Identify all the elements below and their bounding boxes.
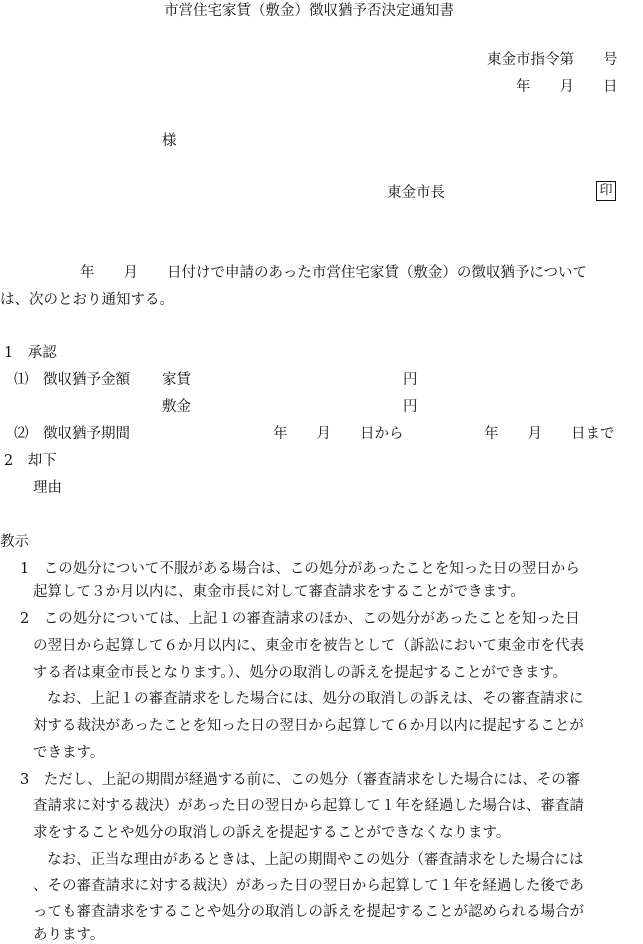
intro-line-2: は、次のとおり通知する。 — [0, 292, 174, 308]
deposit-yen: 円 — [403, 399, 418, 415]
notice-line: 査請求に対する裁決）があった日の翌日から起算して１年を経過した場合は、審査請 — [33, 798, 584, 814]
notice-line: 1 この処分について不服がある場合は、この処分があったことを知った日の翌日から — [20, 561, 580, 577]
notice-line: なお、正当な理由があるときは、上記の期間やこの処分（審査請求をした場合には — [47, 852, 584, 868]
notice-line: あります。 — [33, 927, 105, 943]
rejection-reason-label: 理由 — [33, 480, 62, 496]
document-number: 東金市指令第 号 — [487, 52, 618, 68]
rent-yen: 円 — [403, 372, 418, 388]
notice-line: できます。 — [33, 745, 105, 761]
notice-line: 3 ただし、上記の期間が経過する前に、この処分（審査請求をした場合には、その審 — [20, 772, 581, 788]
deposit-label: 敷金 — [162, 399, 191, 415]
notice-line: の翌日から起算して６か月以内に、東金市を被告として（訴訟において東金市を代表 — [33, 638, 584, 654]
intro-line-1: 年 月 日付けで申請のあった市営住宅家賃（敷金）の徴収猶予について — [80, 265, 588, 281]
recipient-suffix: 様 — [162, 133, 177, 149]
period-from: 年 月 日から — [273, 426, 404, 442]
deferral-amount-label: ⑴ 徴収猶予金額 — [14, 372, 130, 388]
deferral-period-label: ⑵ 徴収猶予期間 — [14, 426, 130, 442]
notice-line: 求をすることや処分の取消しの訴えを提起することができなくなります。 — [33, 825, 511, 841]
notice-line: 対する裁決があったことを知った日の翌日から起算して６か月以内に提起することが — [33, 718, 584, 734]
notice-line: 、その審査請求に対する裁決）があった日の翌日から起算して１年を経過した後であ — [33, 878, 584, 894]
section-rejection-heading: 2 却下 — [4, 453, 57, 469]
section-approval-heading: 1 承認 — [4, 345, 57, 361]
issuer-name: 東金市長 — [387, 185, 445, 201]
notice-line: 2 この処分については、上記１の審査請求のほか、この処分があったことを知った日 — [20, 611, 580, 627]
issue-date: 年 月 日 — [516, 79, 618, 95]
document-title: 市営住宅家賃（敷金）徴収猶予否決定通知書 — [164, 3, 454, 19]
rent-label: 家賃 — [162, 372, 191, 388]
notice-line: する者は東金市長となります。）、処分の取消しの訴えを提起することができます。 — [33, 665, 568, 681]
notice-line: っても審査請求をすることや処分の取消しの訴えを提起することが認められる場合が — [33, 904, 584, 920]
notice-heading: 教示 — [0, 534, 29, 550]
notice-line: なお、上記１の審査請求をした場合には、処分の取消しの訴えは、その審査請求に — [47, 691, 584, 707]
seal-mark: 印 — [596, 181, 616, 201]
period-to: 年 月 日まで — [484, 426, 615, 442]
notice-line: 起算して３か月以内に、東金市長に対して審査請求をすることができます。 — [33, 584, 525, 600]
